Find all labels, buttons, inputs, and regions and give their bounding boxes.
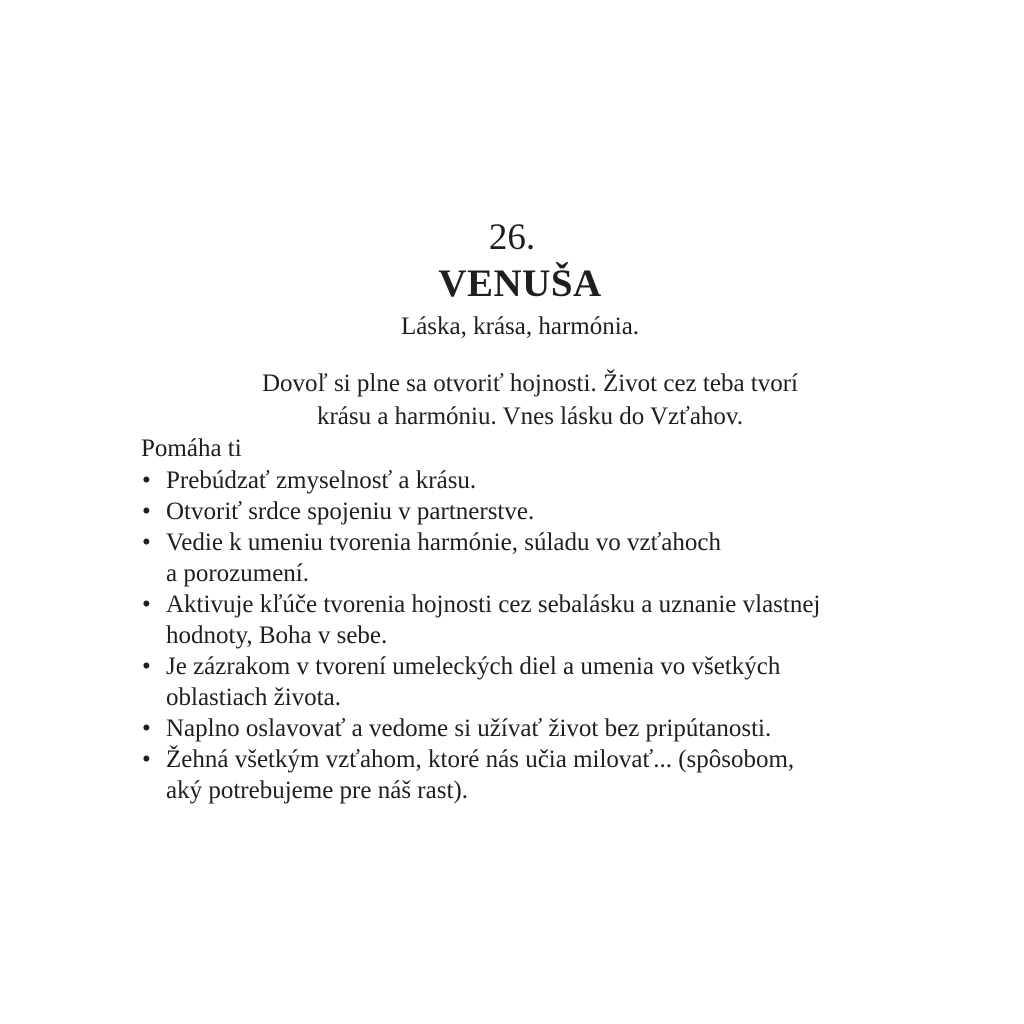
list-item-text: a porozumení. [166, 560, 310, 587]
bullet-icon: • [142, 591, 151, 618]
list-item-text: Otvoriť srdce spojeniu v partnerstve. [166, 498, 535, 525]
list-item [141, 527, 881, 589]
list-item [141, 651, 881, 713]
card-number: 26. [488, 217, 536, 258]
list-item-text: hodnoty, Boha v sebe. [166, 622, 388, 649]
list-item [141, 496, 881, 527]
list-item-text: Je zázrakom v tvorení umeleckých diel a umenia vo všetkých [166, 653, 781, 680]
intro-paragraph [0, 367, 1024, 433]
list-item-text: Prebúdzať zmyselnosť a krásu. [166, 467, 477, 494]
list-item-text: Vedie k umeniu tvorenia harmónie, súladu vo vzťahoch [166, 529, 721, 556]
list-item [141, 713, 881, 744]
bullet-icon: • [142, 498, 151, 525]
intro-line: krásu a harmóniu. Vnes lásku do Vzťahov. [316, 403, 744, 430]
list-item-text: Naplno oslavovať a vedome si užívať život bez pripútanosti. [166, 715, 772, 742]
bullet-icon: • [142, 529, 151, 556]
bullet-icon: • [142, 746, 151, 773]
list-item [141, 465, 881, 496]
bullet-icon: • [142, 653, 151, 680]
list-item-text: aký potrebujeme pre náš rast). [166, 777, 468, 804]
benefits-list [141, 465, 881, 806]
bullet-icon: • [142, 467, 151, 494]
list-item-text: oblastiach života. [166, 684, 341, 711]
list-item-text: Aktivuje kľúče tvorenia hojnosti cez sebalásku a uznanie vlastnej [166, 591, 821, 618]
intro-line: Dovoľ si plne sa otvoriť hojnosti. Život cez teba tvorí [261, 370, 799, 397]
list-item [141, 589, 881, 651]
list-item [141, 744, 881, 806]
helps-label: Pomáha ti [141, 435, 242, 462]
bullet-icon: • [142, 715, 151, 742]
card-subtitle: Láska, krása, harmónia. [400, 313, 640, 340]
card-title: VENUŠA [438, 262, 602, 305]
list-item-text: Žehná všetkým vzťahom, ktoré nás učia milovať... (spôsobom, [166, 746, 795, 773]
